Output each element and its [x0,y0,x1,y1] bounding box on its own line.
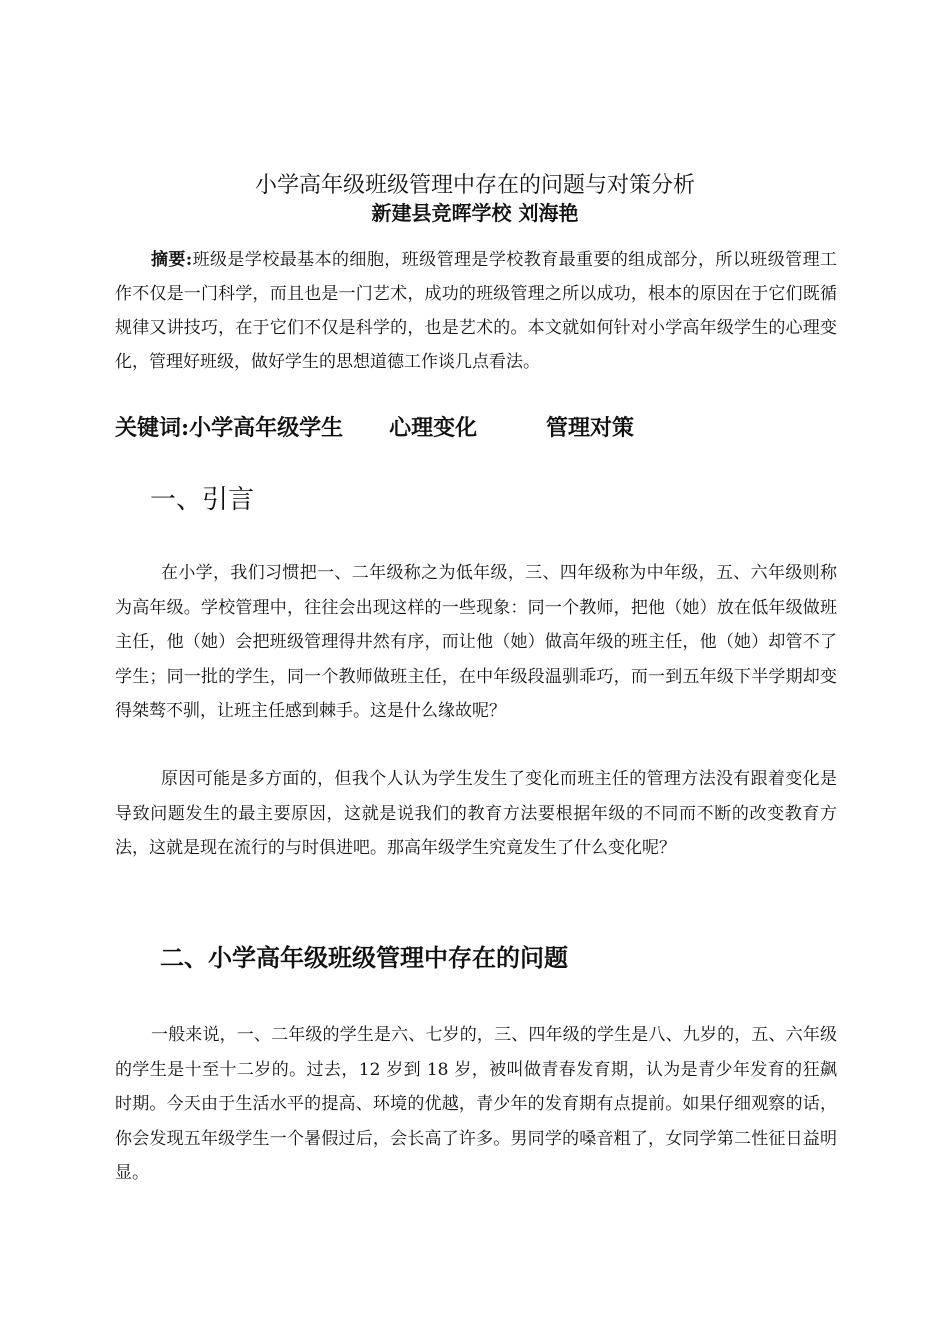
author-line: 新建县竞晖学校 刘海艳 [371,201,579,225]
keywords-line: 关键词:小学高年级学生 心理变化 管理对策 [115,415,635,441]
section-heading-problems: 二、小学高年级班级管理中存在的问题 [160,943,568,972]
abstract-text: 班级是学校最基本的细胞，班级管理是学校教育最重要的组成部分，所以班级管理工作不仅是一门科学，而且也是一门艺术，成功的班级管理之所以成功，根本的原因在于它们既循规律又讲技巧，在于它们不仅是科学的，也是艺术的。本文就如何针对小学高年级学生的心理变化，管理好班级，做好学生的思想道德工作谈几点看法。 [115,250,838,372]
abstract-paragraph [115,243,837,379]
section-heading-introduction: 一、引言 [150,485,255,515]
document-title: 小学高年级班级管理中存在的问题与对策分析 [254,173,695,198]
abstract-label: 摘要: [151,250,193,270]
body-paragraph: 原因可能是多方面的，但我个人认为学生发生了变化而班主任的管理方法没有跟着变化是导致问题发生的最主要原因，这就是说我们的教育方法要根据年级的不同而不断的改变教育方法，这就是现在流行的与时俱进吧。那高年级学生究竟发生了什么变化呢？ [115,769,837,858]
body-paragraph: 在小学，我们习惯把一、二年级称之为低年级，三、四年级称为中年级，五、六年级则称为高年级。学校管理中，往往会出现这样的一些现象：同一个教师，把他（她）放在低年级做班主任，他（她）会把班级管理得井然有序，而让他（她）做高年级的班主任，他（她）却管不了学生；同一批的学生，同一个教师做班主任，在中年级段温驯乖巧，而一到五年级下半学期却变得桀骜不驯，让班主任感到棘手。这是什么缘故呢？ [115,563,837,721]
body-paragraph: 一般来说，一、二年级的学生是六、七岁的，三、四年级的学生是八、九岁的，五、六年级的学生是十至十二岁的。过去，12 岁到 18 岁，被叫做青春发育期，认为是青少年发育的狂飙时期。今天由于生活水平的提高、环境的优越，青少年的发育期有点提前。如果仔细观察的话，你会发现五年级学生一个暑假过后，会长高了许多。男同学的嗓音粗了，女同学第二性征日益明显。 [115,1025,837,1183]
